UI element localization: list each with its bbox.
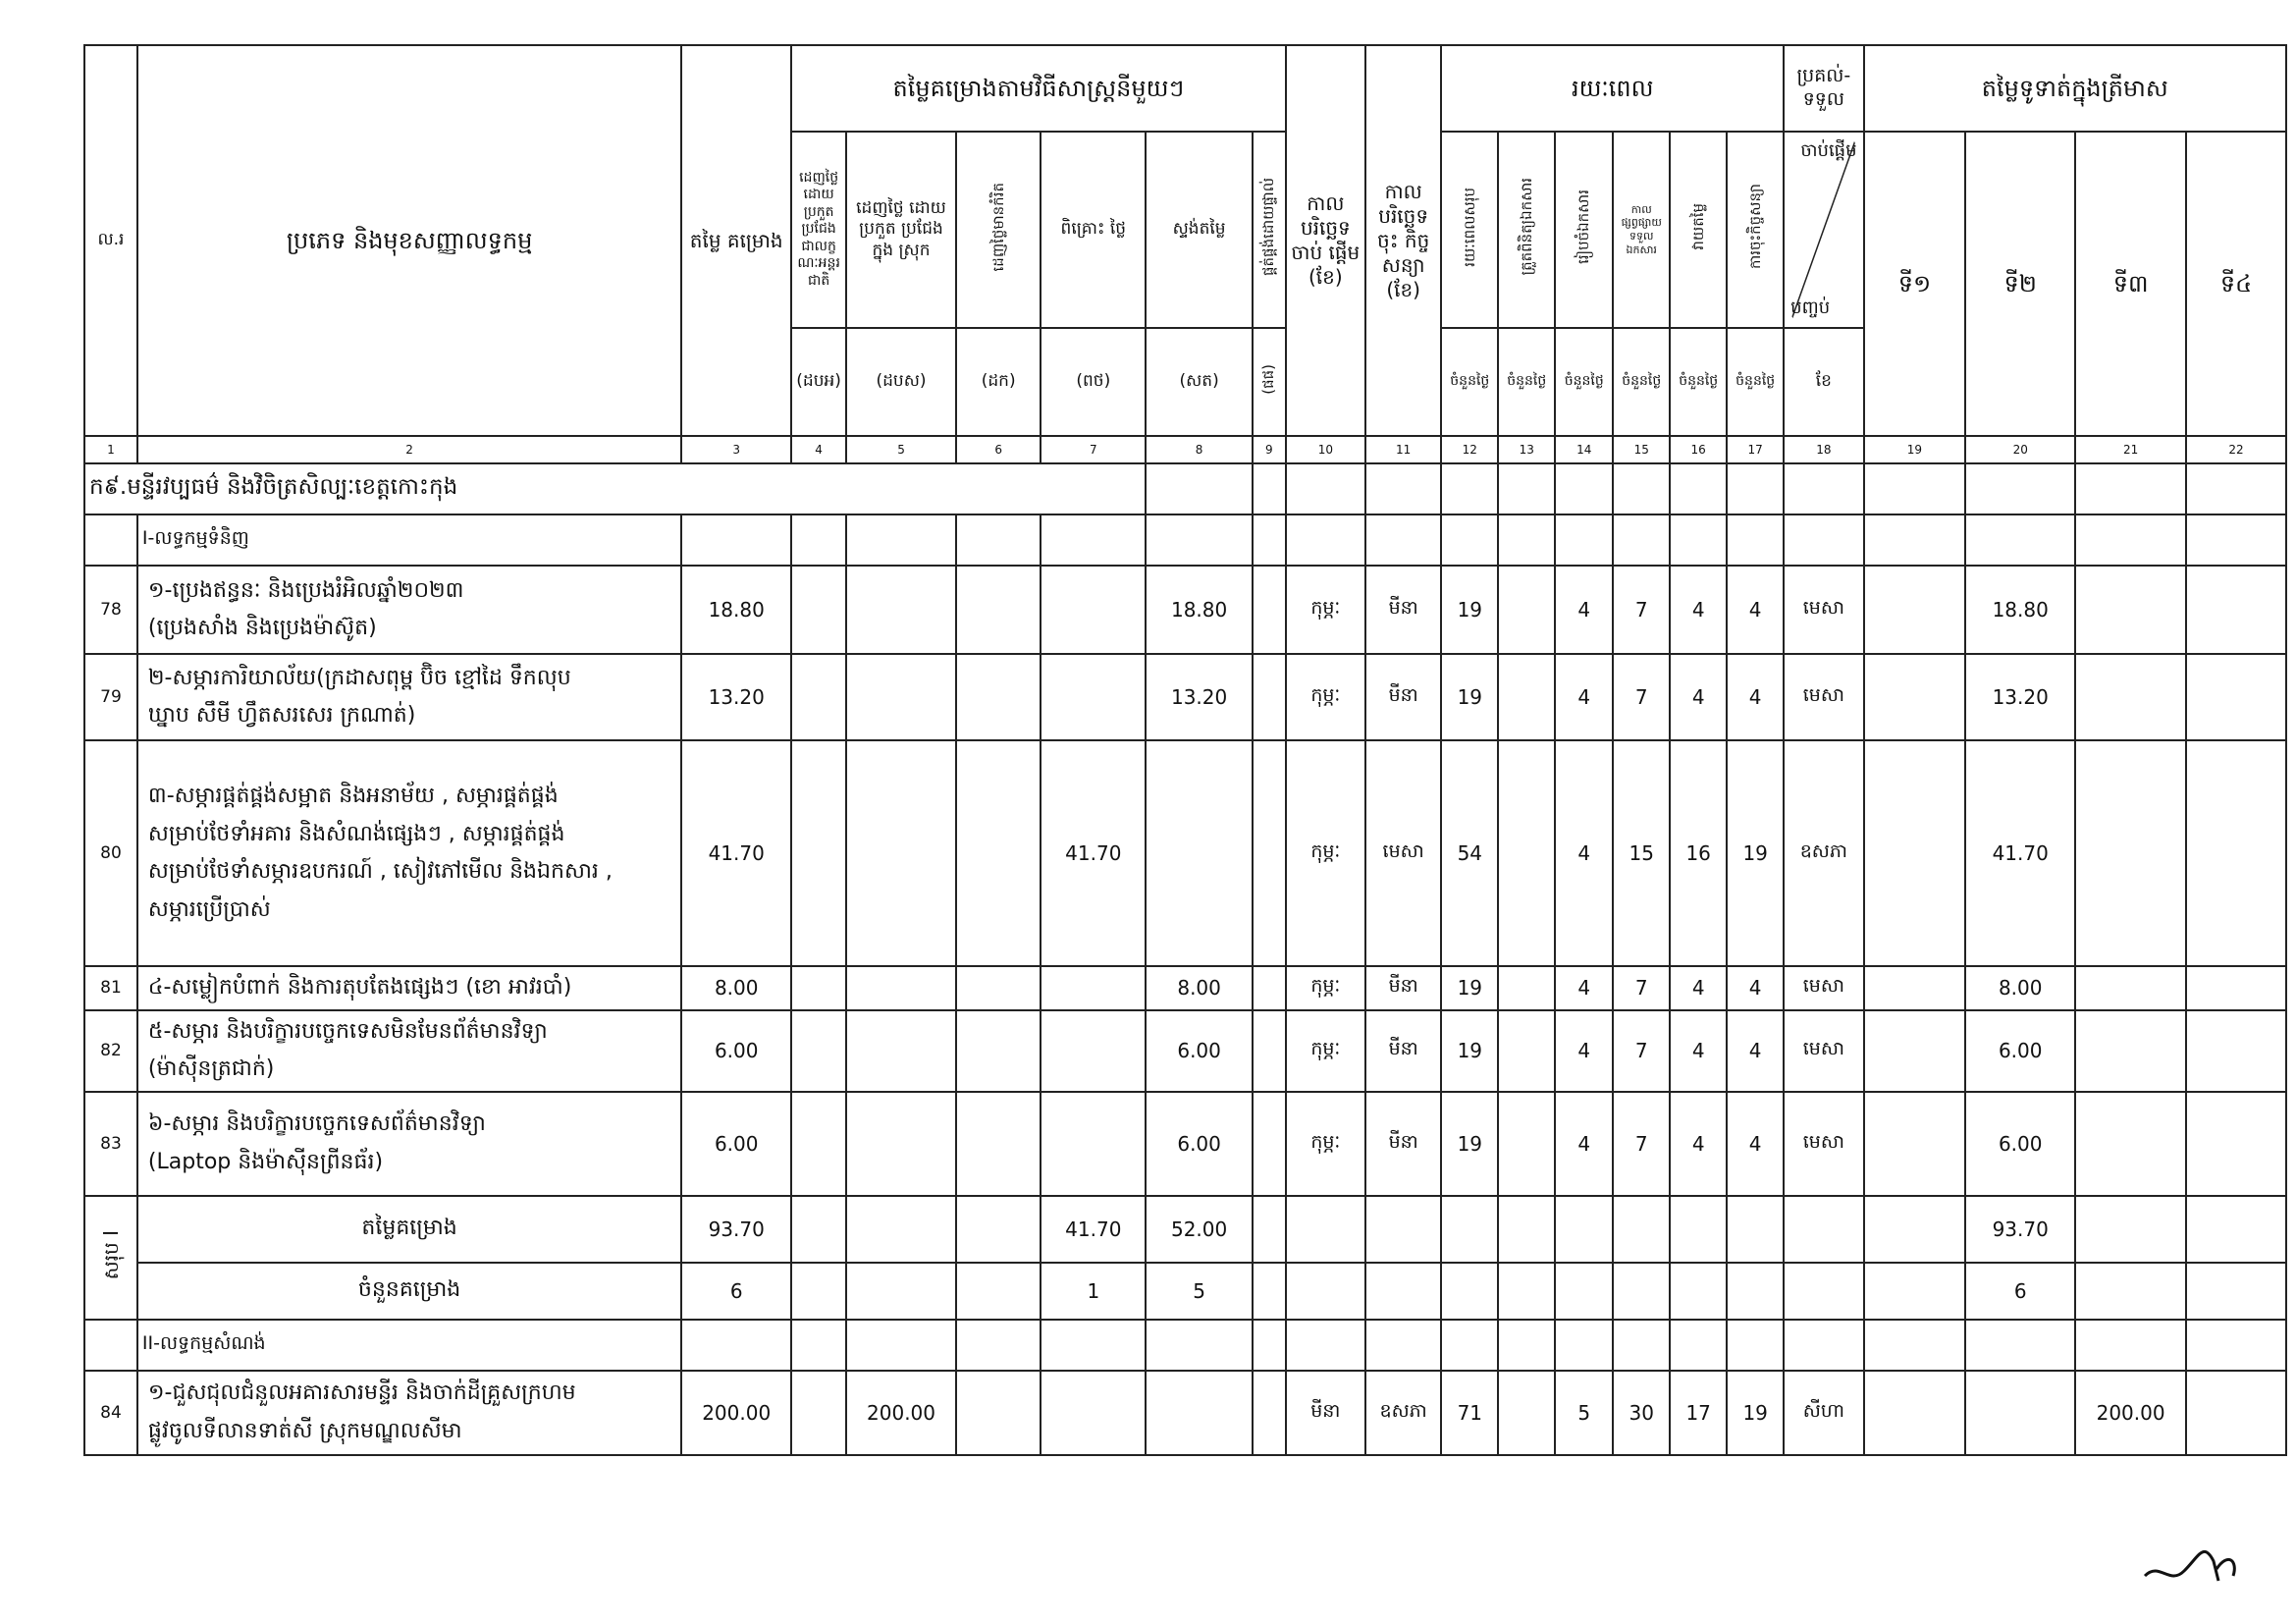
header-method-direct	[1253, 132, 1286, 328]
row-start: កុម្ភៈ	[1286, 654, 1365, 740]
procurement-plan-table	[83, 44, 2287, 1456]
col-number: 8	[1146, 436, 1253, 463]
table-row	[84, 566, 2286, 654]
row-duration-prepare: 4	[1555, 1010, 1613, 1092]
row-duration-total: 19	[1441, 1010, 1498, 1092]
row-duration-publish: 7	[1613, 1010, 1670, 1092]
col-number: 7	[1041, 436, 1146, 463]
row-delivery: មេសា	[1784, 654, 1863, 740]
header-duration-evaluate-text: វាយតម្លៃ	[1688, 203, 1707, 250]
header-code-5: (ដបស)	[846, 328, 956, 436]
summary-count-m8: 5	[1146, 1263, 1253, 1320]
col-number: 16	[1670, 436, 1727, 463]
col-number: 4	[791, 436, 846, 463]
row-duration-evaluate: 4	[1670, 654, 1727, 740]
column-number-row	[84, 436, 2286, 463]
row-contract: មេសា	[1365, 740, 1441, 966]
row-delivery: ឧសភា	[1784, 740, 1863, 966]
header-q3: ទី៣	[2075, 132, 2186, 436]
row-method-consultation	[1041, 566, 1146, 654]
col-number: 22	[2186, 436, 2286, 463]
header-start-date: កាល បរិច្ឆេទ ចាប់ ផ្តើម (ខែ)	[1286, 45, 1365, 436]
header-method-consultation: ពិគ្រោះ ថ្លៃ	[1041, 132, 1146, 328]
summary-count-estimate: 6	[681, 1263, 791, 1320]
row-duration-evaluate: 4	[1670, 1092, 1727, 1196]
header-delivery-start: ចាប់ផ្តើម	[1800, 140, 1857, 161]
row-delivery: សីហា	[1784, 1371, 1863, 1455]
row-description-line: សម្ភារប្រើប្រាស់	[147, 896, 271, 922]
header-days-13: ចំនួនថ្ងៃ	[1498, 328, 1555, 436]
row-q2: 6.00	[1965, 1010, 2075, 1092]
summary-cost-label: តម្លៃគម្រោង	[137, 1196, 681, 1263]
header-q4: ទី៤	[2186, 132, 2286, 436]
row-contract: ឧសភា	[1365, 1371, 1441, 1455]
header-days-14: ចំនួនថ្ងៃ	[1555, 328, 1613, 436]
summary-cost-m8: 52.00	[1146, 1196, 1253, 1263]
col-number: 21	[2075, 436, 2186, 463]
row-contract: មីនា	[1365, 654, 1441, 740]
row-duration-contract: 4	[1727, 1092, 1784, 1196]
header-q2: ទី២	[1965, 132, 2075, 436]
row-duration-publish: 7	[1613, 966, 1670, 1010]
row-method-survey: 13.20	[1146, 654, 1253, 740]
goods-rows	[84, 566, 2286, 1196]
header-duration-review-text: ត្រួតពិនិត្យឯកសារ	[1517, 178, 1535, 276]
row-duration-evaluate: 4	[1670, 1010, 1727, 1092]
section-construction-row	[84, 1320, 2286, 1371]
row-estimate: 18.80	[681, 566, 791, 654]
row-method-consultation: 41.70	[1041, 740, 1146, 966]
row-description-line: ៤-សម្លៀកបំពាក់ និងការតុបតែងផ្សេងៗ (ខោ អាវរបាំ)	[147, 975, 572, 1000]
col-number: 10	[1286, 436, 1365, 463]
table-row	[84, 654, 2286, 740]
table-row	[84, 1371, 2286, 1455]
row-duration-publish: 7	[1613, 1092, 1670, 1196]
col-number: 17	[1727, 436, 1784, 463]
header-estimate: តម្លៃ គម្រោង	[681, 45, 791, 436]
row-description-line: (ប្រេងសាំង និងប្រេងម៉ាស៊ូត)	[147, 616, 377, 640]
col-number: 2	[137, 436, 681, 463]
department-row	[84, 463, 2286, 514]
row-duration-contract: 4	[1727, 1010, 1784, 1092]
row-description-line: សម្រាប់ថែទាំសម្ភារឧបករណ៍ , សៀវភៅមើល និងឯកសារ ,	[147, 859, 613, 884]
header-duration-total-text: រយៈពេលសរុប	[1460, 187, 1478, 267]
row-duration-contract: 4	[1727, 654, 1784, 740]
row-description-line: ផ្លូវចូលទីលានទាត់សី ស្រុកមណ្ឌលសីមា	[147, 1418, 462, 1443]
header-duration-total	[1441, 132, 1498, 328]
row-q3: 200.00	[2075, 1371, 2186, 1455]
summary-cost-q2: 93.70	[1965, 1196, 2075, 1263]
row-duration-prepare: 5	[1555, 1371, 1613, 1455]
row-description-line: ឃ្នាប សឹមី ហ្វឹតសរសេរ ក្រណាត់)	[147, 703, 416, 728]
header-method-limited-text: ដេញថ្លៃមានកំរិត	[988, 182, 1007, 272]
header-code-7: (ពថ)	[1041, 328, 1146, 436]
header-method-national: ដេញថ្លៃ ដោយប្រកួត ប្រជែងក្នុង ស្រុក	[846, 132, 956, 328]
row-description	[137, 1010, 681, 1092]
row-delivery: មេសា	[1784, 1010, 1863, 1092]
header-duration-evaluate	[1670, 132, 1727, 328]
header-q1: ទី១	[1864, 132, 1966, 436]
row-description-line: សម្រាប់ថែទាំអគារ និងសំណង់ផ្សេងៗ , សម្ភារផ្គត់ផ្គង់	[147, 821, 565, 846]
header-no: ល.រ	[84, 45, 137, 436]
header-contract-date: កាល បរិច្ឆេទ ចុះ កិច្ច សន្យា (ខែ)	[1365, 45, 1441, 436]
summary-cost-m7: 41.70	[1041, 1196, 1146, 1263]
row-delivery: មេសា	[1784, 1092, 1863, 1196]
row-duration-evaluate: 16	[1670, 740, 1727, 966]
header-method-limited	[956, 132, 1041, 328]
row-method-survey	[1146, 740, 1253, 966]
signature-mark	[2140, 1532, 2248, 1591]
row-method-survey: 6.00	[1146, 1092, 1253, 1196]
header-code-8: (សត)	[1146, 328, 1253, 436]
row-q2: 6.00	[1965, 1092, 2075, 1196]
row-contract: មីនា	[1365, 1010, 1441, 1092]
row-start: កុម្ភៈ	[1286, 740, 1365, 966]
header-method-group: តម្លៃគម្រោងតាមវិធីសាស្ត្រនីមួយៗ	[791, 45, 1286, 132]
col-number: 11	[1365, 436, 1441, 463]
row-duration-total: 19	[1441, 966, 1498, 1010]
row-duration-prepare: 4	[1555, 740, 1613, 966]
col-number: 1	[84, 436, 137, 463]
row-duration-evaluate: 17	[1670, 1371, 1727, 1455]
row-description-line: ២-សម្ភារការិយាល័យ(ក្រដាសពុម្ព ប៊ិច ខ្មៅដៃ ទឹកលុប	[147, 665, 571, 690]
row-contract: មីនា	[1365, 1092, 1441, 1196]
row-duration-publish: 15	[1613, 740, 1670, 966]
row-number: 84	[84, 1371, 137, 1455]
summary-count-q2: 6	[1965, 1263, 2075, 1320]
row-estimate: 6.00	[681, 1092, 791, 1196]
row-description-line: (ម៉ាស៊ីនត្រជាក់)	[147, 1056, 275, 1081]
summary-count-row	[84, 1263, 2286, 1320]
row-estimate: 13.20	[681, 654, 791, 740]
header-month: ខែ	[1784, 328, 1863, 436]
header-method-international: ដេញថ្លៃ ដោយ ប្រកួត ប្រជែង ជាលក្ខ ណៈអន្តរ ជាតិ	[791, 132, 846, 328]
header-days-17: ចំនួនថ្ងៃ	[1727, 328, 1784, 436]
summary-label	[84, 1196, 137, 1320]
row-description	[137, 566, 681, 654]
col-number: 12	[1441, 436, 1498, 463]
header-duration-group: រយៈពេល	[1441, 45, 1784, 132]
row-description-line: ១-ប្រេងឥន្ធនៈ និងប្រេងរំអិលឆ្នាំ២០២៣	[147, 577, 464, 603]
col-number: 19	[1864, 436, 1966, 463]
row-start: កុម្ភៈ	[1286, 1092, 1365, 1196]
summary-count-m7: 1	[1041, 1263, 1146, 1320]
row-description	[137, 1092, 681, 1196]
row-method-consultation	[1041, 1010, 1146, 1092]
row-q2: 8.00	[1965, 966, 2075, 1010]
row-q2: 18.80	[1965, 566, 2075, 654]
row-start: មីនា	[1286, 1371, 1365, 1455]
row-duration-prepare: 4	[1555, 966, 1613, 1010]
header-method-survey: ស្ទង់តម្លៃ	[1146, 132, 1253, 328]
table-row	[84, 966, 2286, 1010]
row-description	[137, 654, 681, 740]
row-estimate: 200.00	[681, 1371, 791, 1455]
header-duration-contract-text: ការចុះកិច្ចសន្យា	[1745, 184, 1764, 270]
col-number: 5	[846, 436, 956, 463]
section-goods-title: I-លទ្ធកម្មទំនិញ	[137, 514, 681, 566]
row-duration-total: 19	[1441, 566, 1498, 654]
col-number: 3	[681, 436, 791, 463]
row-duration-contract: 19	[1727, 740, 1784, 966]
row-duration-contract: 4	[1727, 566, 1784, 654]
col-number: 14	[1555, 436, 1613, 463]
row-start: កុម្ភៈ	[1286, 966, 1365, 1010]
row-method-survey: 18.80	[1146, 566, 1253, 654]
row-description	[137, 740, 681, 966]
row-number: 80	[84, 740, 137, 966]
header-days-16: ចំនួនថ្ងៃ	[1670, 328, 1727, 436]
row-description-line: (Laptop និងម៉ាស៊ីនព្រីនធ័រ)	[147, 1149, 384, 1174]
table-row	[84, 1092, 2286, 1196]
header-days-12: ចំនួនថ្ងៃ	[1441, 328, 1498, 436]
row-duration-prepare: 4	[1555, 1092, 1613, 1196]
row-estimate: 8.00	[681, 966, 791, 1010]
row-method-consultation	[1041, 654, 1146, 740]
header-duration-prepare	[1555, 132, 1613, 328]
row-start: កុម្ភៈ	[1286, 566, 1365, 654]
row-duration-contract: 19	[1727, 1371, 1784, 1455]
col-number: 18	[1784, 436, 1863, 463]
summary-cost-estimate: 93.70	[681, 1196, 791, 1263]
section-goods-row	[84, 514, 2286, 566]
row-description	[137, 966, 681, 1010]
col-number: 9	[1253, 436, 1286, 463]
row-estimate: 41.70	[681, 740, 791, 966]
row-duration-total: 19	[1441, 1092, 1498, 1196]
summary-cost-row	[84, 1196, 2286, 1263]
section-construction-title: II-លទ្ធកម្មសំណង់	[137, 1320, 681, 1371]
row-method-survey: 8.00	[1146, 966, 1253, 1010]
row-q2: 13.20	[1965, 654, 2075, 740]
row-duration-prepare: 4	[1555, 654, 1613, 740]
header-method-direct-text: ផ្គត់ផ្គង់ដោយផ្ទាល់	[1259, 177, 1278, 276]
row-method-consultation	[1041, 1092, 1146, 1196]
row-delivery: មេសា	[1784, 566, 1863, 654]
header-duration-prepare-text: រៀបចំឯកសារ	[1575, 189, 1593, 264]
col-number: 20	[1965, 436, 2075, 463]
col-number: 15	[1613, 436, 1670, 463]
row-number: 82	[84, 1010, 137, 1092]
row-duration-total: 19	[1441, 654, 1498, 740]
header-quarter-group: តម្លៃទូទាត់ក្នុងត្រីមាស	[1864, 45, 2286, 132]
summary-label-text: សរុប I	[98, 1229, 123, 1280]
row-description-line: ៦-សម្ភារ និងបរិក្ខារបច្ចេកទេសព័ត៌មានវិទ្យា	[147, 1111, 486, 1136]
row-duration-publish: 7	[1613, 654, 1670, 740]
row-number: 81	[84, 966, 137, 1010]
table-row	[84, 1010, 2286, 1092]
row-method-national: 200.00	[846, 1371, 956, 1455]
department-title: ក៩.មន្ទីរវប្បធម៌ និងវិចិត្រសិល្បៈខេត្តកោះកុង	[84, 463, 1146, 514]
row-duration-prepare: 4	[1555, 566, 1613, 654]
summary-count-label: ចំនួនគម្រោង	[137, 1263, 681, 1320]
header-code-9	[1253, 328, 1286, 436]
header-delivery-end: បញ្ចប់	[1790, 297, 1831, 318]
row-estimate: 6.00	[681, 1010, 791, 1092]
header-row-1	[84, 45, 2286, 132]
col-number: 6	[956, 436, 1041, 463]
col-number: 13	[1498, 436, 1555, 463]
header-days-15: ចំនួនថ្ងៃ	[1613, 328, 1670, 436]
row-q2: 41.70	[1965, 740, 2075, 966]
header-code-6: (ដក)	[956, 328, 1041, 436]
header-code-4: (ដបអ)	[791, 328, 846, 436]
row-contract: មីនា	[1365, 566, 1441, 654]
row-description-line: ៣-សម្ភារផ្គត់ផ្គង់សម្អាត និងអនាម័យ , សម្ភារផ្គត់ផ្គង់	[147, 784, 559, 808]
row-duration-evaluate: 4	[1670, 566, 1727, 654]
row-duration-total: 71	[1441, 1371, 1498, 1455]
row-description-line: ១-ជួសជុលជំនួលអគារសារមន្ទីរ និងចាក់ដីគ្រួសក្រហម	[147, 1380, 576, 1405]
header-duration-contract	[1727, 132, 1784, 328]
header-code-9-text: (ផផ)	[1259, 363, 1278, 395]
row-method-consultation	[1041, 966, 1146, 1010]
row-duration-publish: 7	[1613, 566, 1670, 654]
row-contract: មីនា	[1365, 966, 1441, 1010]
table-row	[84, 740, 2286, 966]
row-duration-publish: 30	[1613, 1371, 1670, 1455]
row-number: 83	[84, 1092, 137, 1196]
header-duration-publish: កាលផ្សព្វផ្សាយ ទទួលឯកសារ	[1613, 132, 1670, 328]
row-duration-contract: 4	[1727, 966, 1784, 1010]
row-duration-evaluate: 4	[1670, 966, 1727, 1010]
header-type-name: ប្រភេទ និងមុខសញ្ញាលទ្ធកម្ម	[137, 45, 681, 436]
row-number: 78	[84, 566, 137, 654]
header-delivery-group: ប្រគល់- ទទួល	[1784, 45, 1863, 132]
row-delivery: មេសា	[1784, 966, 1863, 1010]
row-description	[137, 1371, 681, 1455]
row-number: 79	[84, 654, 137, 740]
row-start: កុម្ភៈ	[1286, 1010, 1365, 1092]
header-duration-review	[1498, 132, 1555, 328]
row-duration-total: 54	[1441, 740, 1498, 966]
row-description-line: ៥-សម្ភារ និងបរិក្ខារបច្ចេកទេសមិនមែនព័ត៌មានវិទ្យា	[147, 1018, 548, 1044]
row-method-survey: 6.00	[1146, 1010, 1253, 1092]
header-delivery-start-end	[1784, 132, 1863, 328]
